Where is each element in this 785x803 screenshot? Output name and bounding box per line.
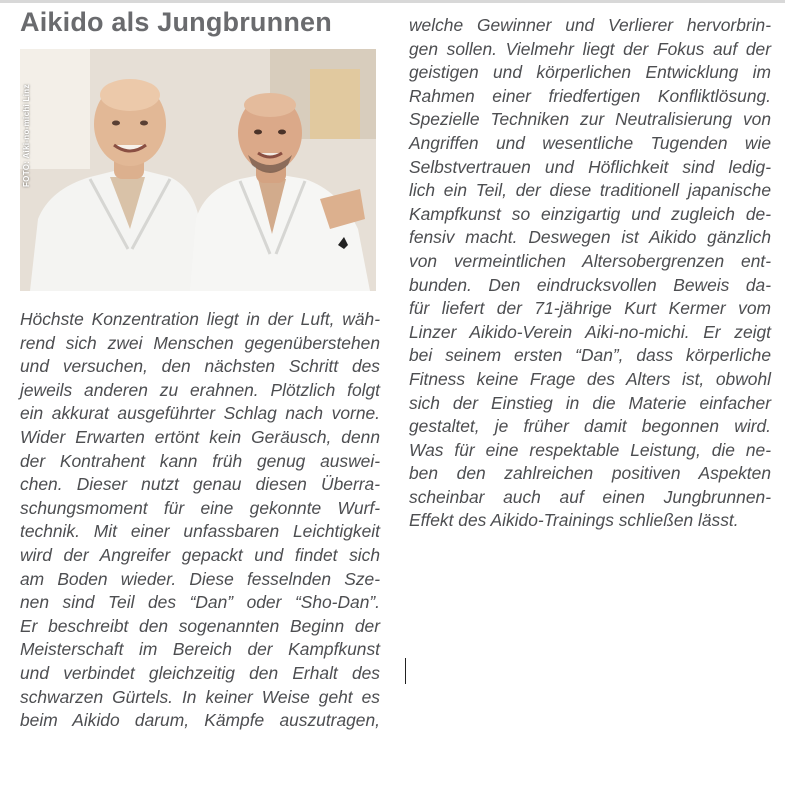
text-line: Angriffen und wesentliche Tugenden wie bbox=[409, 132, 771, 153]
text-line: schwarzen Gürtels. In keiner Weise geht es bbox=[20, 686, 380, 707]
text-line: Fitness keine Frage des Alters ist, obwohl bbox=[409, 368, 771, 389]
text-line: lich ein Teil, der diese traditionell japanische bbox=[409, 180, 771, 201]
text-line: fensiv macht. Deswegen ist Aikido gänzlich bbox=[409, 227, 771, 248]
article-headline: Aikido als Jungbrunnen bbox=[20, 7, 332, 37]
text-line: jeweils anderen zu erahnen. Plötzlich folgt bbox=[20, 379, 380, 400]
text-line: bunden. Den eindrucksvollen Beweis da- bbox=[409, 274, 771, 295]
text-line: Wider Erwarten ertönt kein Geräusch, denn bbox=[20, 426, 380, 447]
text-line: bei seinem ersten “Dan”, dass körperliche bbox=[409, 345, 771, 366]
photo-illustration bbox=[20, 49, 376, 291]
top-divider bbox=[0, 0, 785, 3]
text-line: sich der Einstieg in die Materie einfacher bbox=[409, 392, 771, 413]
text-line: Linzer Aikido-Verein Aiki-no-michi. Er zeigt bbox=[409, 321, 771, 342]
article-column-left bbox=[20, 308, 380, 733]
text-line: Er beschreibt den sogenannten Beginn der bbox=[20, 615, 380, 636]
text-cursor bbox=[405, 658, 406, 684]
text-line: Was für eine respektable Leistung, die ne- bbox=[409, 439, 771, 460]
text-line: Höchste Konzentration liegt in der Luft, wäh- bbox=[20, 309, 380, 329]
text-line: für liefert der 71-jährige Kurt Kermer vom bbox=[409, 298, 771, 319]
text-line: der Kontrahent kann früh genug auswei- bbox=[20, 450, 380, 471]
text-line: Kampfkunst so einzigartig und zugleich de- bbox=[409, 203, 771, 224]
photo-credit: FOTO: Aiki-no-michi Linz bbox=[22, 84, 31, 187]
article-photo bbox=[20, 49, 376, 291]
text-line: gestaltet, je früher damit begonnen wird. bbox=[409, 416, 771, 437]
text-line: ben den zahlreichen positiven Aspekten bbox=[409, 463, 771, 484]
text-line: technik. Mit einer unfassbaren Leichtigkeit bbox=[20, 521, 380, 542]
text-line: und versuchen, den nächsten Schritt des bbox=[20, 356, 380, 377]
text-line: scheinbar auch auf einen Jungbrunnen- bbox=[409, 486, 771, 507]
text-line: wird der Angreifer gepackt und findet sich bbox=[20, 544, 380, 565]
text-line: schungsmoment für eine gekonnte Wurf- bbox=[20, 497, 380, 518]
text-line: ein akkurat ausgeführter Schlag nach vorne. bbox=[20, 403, 380, 424]
text-line: und verbindet gleichzeitig den Erhalt des bbox=[20, 662, 380, 683]
article-column-right bbox=[409, 14, 771, 533]
text-line: geistigen und körperlichen Entwicklung im bbox=[409, 62, 771, 83]
text-line: welche Gewinner und Verlierer hervorbrin- bbox=[409, 15, 771, 35]
text-line: Rahmen einer friedfertigen Konfliktlösung. bbox=[409, 85, 771, 106]
text-line: von vermeintlichen Altersobergrenzen ent- bbox=[409, 250, 771, 271]
text-line: Spezielle Techniken zur Neutralisierung von bbox=[409, 109, 771, 130]
text-line: beim Aikido darum, Kämpfe auszutragen, bbox=[20, 710, 380, 731]
text-line: chen. Dieser nutzt genau diesen Überra- bbox=[20, 474, 380, 495]
text-line: nen sind Teil des “Dan” oder “Sho-Dan”. bbox=[20, 592, 380, 613]
text-line-last: Effekt des Aikido-Trainings schließen lässt. bbox=[409, 510, 739, 531]
text-line: rend sich zwei Menschen gegenüberstehen bbox=[20, 332, 380, 353]
text-line: Meisterschaft im Bereich der Kampfkunst bbox=[20, 639, 380, 660]
text-line: Selbstvertrauen und Höflichkeit sind ledig- bbox=[409, 156, 771, 177]
text-line: am Boden wieder. Diese fesselnden Sze- bbox=[20, 568, 380, 589]
text-line: gen sollen. Vielmehr liegt der Fokus auf der bbox=[409, 38, 771, 59]
